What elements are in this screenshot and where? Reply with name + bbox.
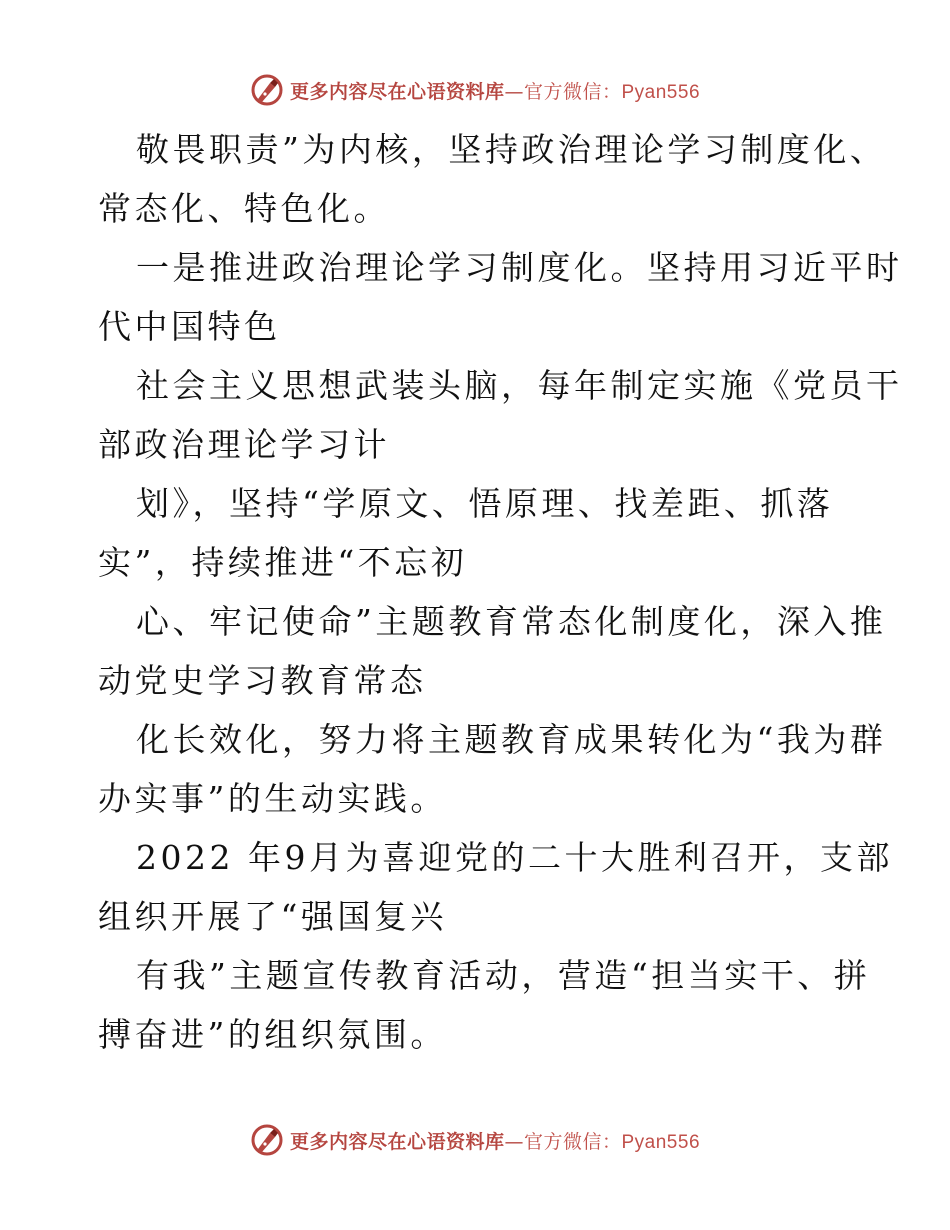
pen-nib-circle-logo-icon xyxy=(250,1123,284,1157)
text-line: 心、牢记使命”主题教育常态化制度化，深入推 xyxy=(136,602,887,641)
document-body xyxy=(98,120,903,1064)
footer-site-name: 更多内容尽在心语资料库 xyxy=(289,1130,505,1153)
footer-text xyxy=(290,1127,700,1154)
text-line: 化长效化，努力将主题教育成果转化为“我为群 xyxy=(136,720,887,759)
text-line: 划》，坚持“学原文、悟原理、找差距、抓落 xyxy=(136,484,834,523)
header-site-name: 更多内容尽在心语资料库 xyxy=(289,80,505,103)
header-text xyxy=(290,77,700,104)
text-line: 组织开展了“强国复兴 xyxy=(98,897,447,936)
text-line: 社会主义思想武装头脑，每年制定实施《党员干 xyxy=(136,366,903,405)
text-line: 一是推进政治理论学习制度化。坚持用习近平时 xyxy=(136,248,903,287)
footer-separator: — xyxy=(504,1130,524,1153)
text-line: 办实事”的生动实践。 xyxy=(98,779,447,818)
text-line: 代中国特色 xyxy=(98,307,281,346)
header-banner xyxy=(0,70,950,110)
header-separator: — xyxy=(504,80,524,103)
footer-banner xyxy=(0,1120,950,1160)
text-line: 动党史学习教育常态 xyxy=(98,661,427,700)
text-line: 搏奋进”的组织氛围。 xyxy=(98,1015,447,1054)
text-line: 实”，持续推进“不忘初 xyxy=(98,543,468,582)
text-line: 部政治理论学习计 xyxy=(98,425,390,464)
text-line: 2022 年9月为喜迎党的二十大胜利召开，支部 xyxy=(136,838,893,877)
header-wechat-label: 官方微信： xyxy=(523,80,622,103)
footer-wechat-id: Pyan556 xyxy=(621,1131,701,1153)
footer-wechat-label: 官方微信： xyxy=(523,1130,622,1153)
text-line: 敬畏职责”为内核，坚持政治理论学习制度化、 xyxy=(136,130,887,169)
pen-nib-circle-logo-icon xyxy=(250,73,284,107)
header-wechat-id: Pyan556 xyxy=(621,81,701,103)
text-line: 有我”主题宣传教育活动，营造“担当实干、拼 xyxy=(136,956,871,995)
text-line: 常态化、特色化。 xyxy=(98,189,390,228)
